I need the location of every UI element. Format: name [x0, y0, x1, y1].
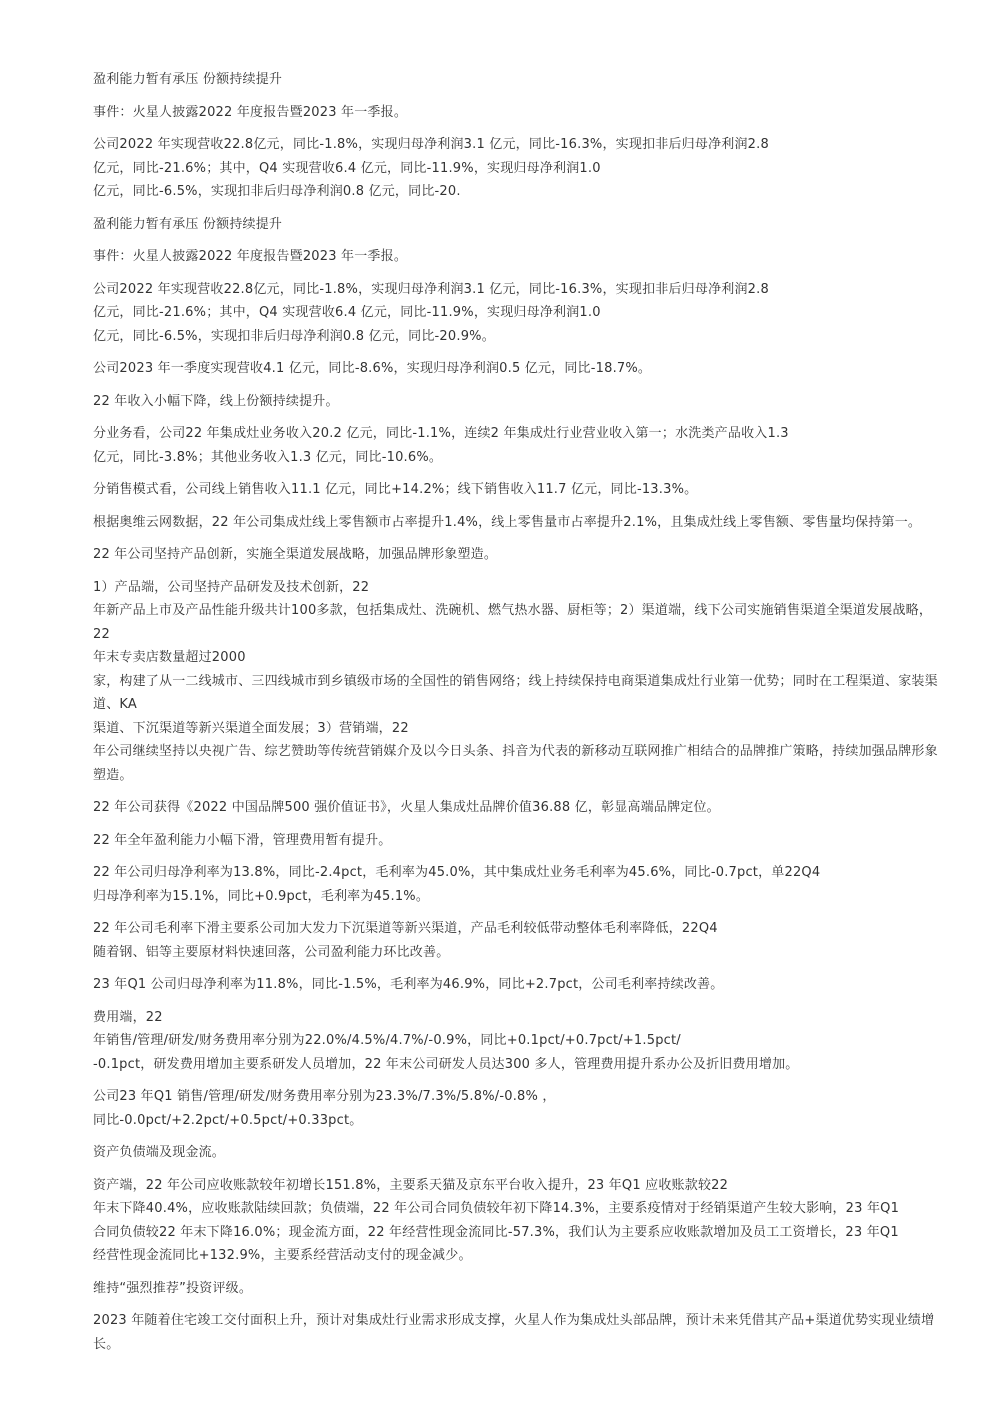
text-line: 亿元，同比-6.5%，实现扣非后归母净利润0.8 亿元，同比-20.9%。 — [93, 328, 495, 344]
text-line: 长。 — [93, 1336, 120, 1352]
text-line: 亿元，同比-21.6%；其中，Q4 实现营收6.4 亿元，同比-11.9%，实现归母净利润1.0 — [93, 160, 601, 176]
text-line: 年新产品上市及产品性能升级共计100多款，包括集成灶、洗碗机、燃气热水器、厨柜等；2）渠道端，线下公司实施销售渠道全渠道发展战略， — [93, 603, 933, 618]
text-line: 分业务看，公司22 年集成灶业务收入20.2 亿元，同比-1.1%，连续2 年集成灶行业营业收入第一；水洗类产品收入1.3 — [93, 426, 789, 441]
paragraph — [93, 101, 953, 125]
text-line: 公司23 年Q1 销售/管理/研发/财务费用率分别为23.3%/7.3%/5.8%/-0.8% ， — [93, 1089, 556, 1104]
paragraph — [93, 245, 953, 269]
text-line: 根据奥维云网数据，22 年公司集成灶线上零售额市占率提升1.4%，线上零售量市占率提升2.1%，且集成灶线上零售额、零售量均保持第一。 — [93, 514, 922, 530]
text-line: 同比-0.0pct/+2.2pct/+0.5pct/+0.33pct。 — [93, 1112, 363, 1128]
text-line: 年末下降40.4%，应收账款陆续回款；负债端，22 年公司合同负债较年初下降14.3%，主要系疫情对于经销渠道产生较大影响，23 年Q1 — [93, 1201, 900, 1216]
paragraph — [93, 511, 953, 535]
paragraph — [93, 829, 953, 853]
paragraph — [93, 1141, 953, 1165]
paragraph — [93, 1277, 953, 1301]
paragraph — [93, 861, 953, 908]
text-line: 分销售模式看，公司线上销售收入11.1 亿元，同比+14.2%；线下销售收入11.7 亿元，同比-13.3%。 — [93, 482, 698, 497]
text-line: 2023 年随着住宅竣工交付面积上升，预计对集成灶行业需求形成支撑，火星人作为集成灶头部品牌，预计未来凭借其产品+渠道优势实现业绩增 — [93, 1313, 935, 1328]
paragraph — [93, 278, 953, 349]
paragraph — [93, 917, 953, 964]
text-line: 22 年收入小幅下降，线上份额持续提升。 — [93, 393, 339, 409]
text-line: 22 年公司获得《2022 中国品牌500 强价值证书》，火星人集成灶品牌价值36.88 亿，彰显高端品牌定位。 — [93, 800, 720, 815]
paragraph — [93, 1309, 953, 1356]
text-line: -0.1pct，研发费用增加主要系研发人员增加，22 年末公司研发人员达300 多人，管理费用提升系办公及折旧费用增加。 — [93, 1056, 799, 1072]
text-line: 资产端，22 年公司应收账款较年初增长151.8%，主要系天猫及京东平台收入提升，23 年Q1 应收账款较22 — [93, 1177, 729, 1193]
paragraph — [93, 422, 953, 469]
text-line: 22 — [93, 626, 110, 642]
text-line: 22 年公司归母净利率为13.8%，同比-2.4pct，毛利率为45.0%，其中集成灶业务毛利率为45.6%，同比-0.7pct，单22Q4 — [93, 865, 821, 880]
text-line: 年销售/管理/研发/财务费用率分别为22.0%/4.5%/4.7%/-0.9%，同比+0.1pct/+0.7pct/+1.5pct/ — [93, 1033, 681, 1048]
text-line: 1）产品端，公司坚持产品研发及技术创新，22 — [93, 579, 370, 595]
text-line: 归母净利率为15.1%，同比+0.9pct，毛利率为45.1%。 — [93, 888, 430, 904]
text-line: 亿元，同比-21.6%；其中，Q4 实现营收6.4 亿元，同比-11.9%，实现归母净利润1.0 — [93, 305, 601, 320]
paragraph — [93, 133, 953, 204]
paragraph — [93, 1174, 953, 1268]
text-line: 亿元，同比-6.5%，实现扣非后归母净利润0.8 亿元，同比-20. — [93, 184, 461, 199]
paragraph — [93, 796, 953, 820]
text-line: 年公司继续坚持以央视广告、综艺赞助等传统营销媒介及以今日头条、抖音为代表的新移动互联网推广相结合的品牌推广策略，持续加强品牌形象 — [93, 744, 938, 759]
text-line: 亿元，同比-3.8%；其他业务收入1.3 亿元，同比-10.6%。 — [93, 449, 443, 465]
paragraph — [93, 478, 953, 502]
text-line: 公司2022 年实现营收22.8亿元，同比-1.8%，实现归母净利润3.1 亿元，同比-16.3%，实现扣非后归母净利润2.8 — [93, 137, 769, 152]
text-line: 渠道、下沉渠道等新兴渠道全面发展；3）营销端，22 — [93, 720, 409, 736]
text-line: 塑造。 — [93, 767, 133, 783]
paragraph — [93, 576, 953, 788]
text-line: 事件：火星人披露2022 年度报告暨2023 年一季报。 — [93, 104, 408, 120]
text-line: 合同负债较22 年末下降16.0%；现金流方面，22 年经营性现金流同比-57.3%，我们认为主要系应收账款增加及员工工资增长，23 年Q1 — [93, 1224, 899, 1240]
text-line: 随着钢、铝等主要原材料快速回落，公司盈利能力环比改善。 — [93, 944, 450, 960]
text-line: 道、KA — [93, 697, 137, 712]
paragraph — [93, 1006, 953, 1077]
text-line: 年末专卖店数量超过2000 — [93, 650, 246, 665]
text-line: 事件：火星人披露2022 年度报告暨2023 年一季报。 — [93, 249, 408, 264]
text-line: 23 年Q1 公司归母净利率为11.8%，同比-1.5%，毛利率为46.9%，同比+2.7pct，公司毛利率持续改善。 — [93, 977, 724, 992]
paragraph — [93, 213, 953, 237]
text-line: 22 年公司毛利率下滑主要系公司加大发力下沉渠道等新兴渠道，产品毛利较低带动整体毛利率降低，22Q4 — [93, 921, 718, 936]
text-line: 经营性现金流同比+132.9%，主要系经营活动支付的现金减少。 — [93, 1248, 472, 1263]
paragraph — [93, 973, 953, 997]
text-line: 盈利能力暂有承压 份额持续提升 — [93, 216, 283, 232]
paragraph — [93, 543, 953, 567]
text-line: 22 年全年盈利能力小幅下滑，管理费用暂有提升。 — [93, 832, 392, 848]
paragraph — [93, 1085, 953, 1132]
text-line: 公司2023 年一季度实现营收4.1 亿元，同比-8.6%，实现归母净利润0.5 亿元，同比-18.7%。 — [93, 361, 652, 376]
paragraph — [93, 68, 953, 92]
document-page — [93, 68, 953, 1365]
text-line: 费用端，22 — [93, 1009, 163, 1025]
paragraph — [93, 390, 953, 414]
text-line: 维持“强烈推荐”投资评级。 — [93, 1280, 253, 1296]
text-line: 盈利能力暂有承压 份额持续提升 — [93, 72, 283, 87]
text-line: 公司2022 年实现营收22.8亿元，同比-1.8%，实现归母净利润3.1 亿元，同比-16.3%，实现扣非后归母净利润2.8 — [93, 281, 769, 297]
text-line: 22 年公司坚持产品创新，实施全渠道发展战略，加强品牌形象塑造。 — [93, 547, 498, 562]
paragraph — [93, 357, 953, 381]
text-line: 家，构建了从一二线城市、三四线城市到乡镇级市场的全国性的销售网络；线上持续保持电商渠道集成灶行业第一优势；同时在工程渠道、家装渠 — [93, 673, 938, 689]
text-line: 资产负债端及现金流。 — [93, 1145, 226, 1160]
